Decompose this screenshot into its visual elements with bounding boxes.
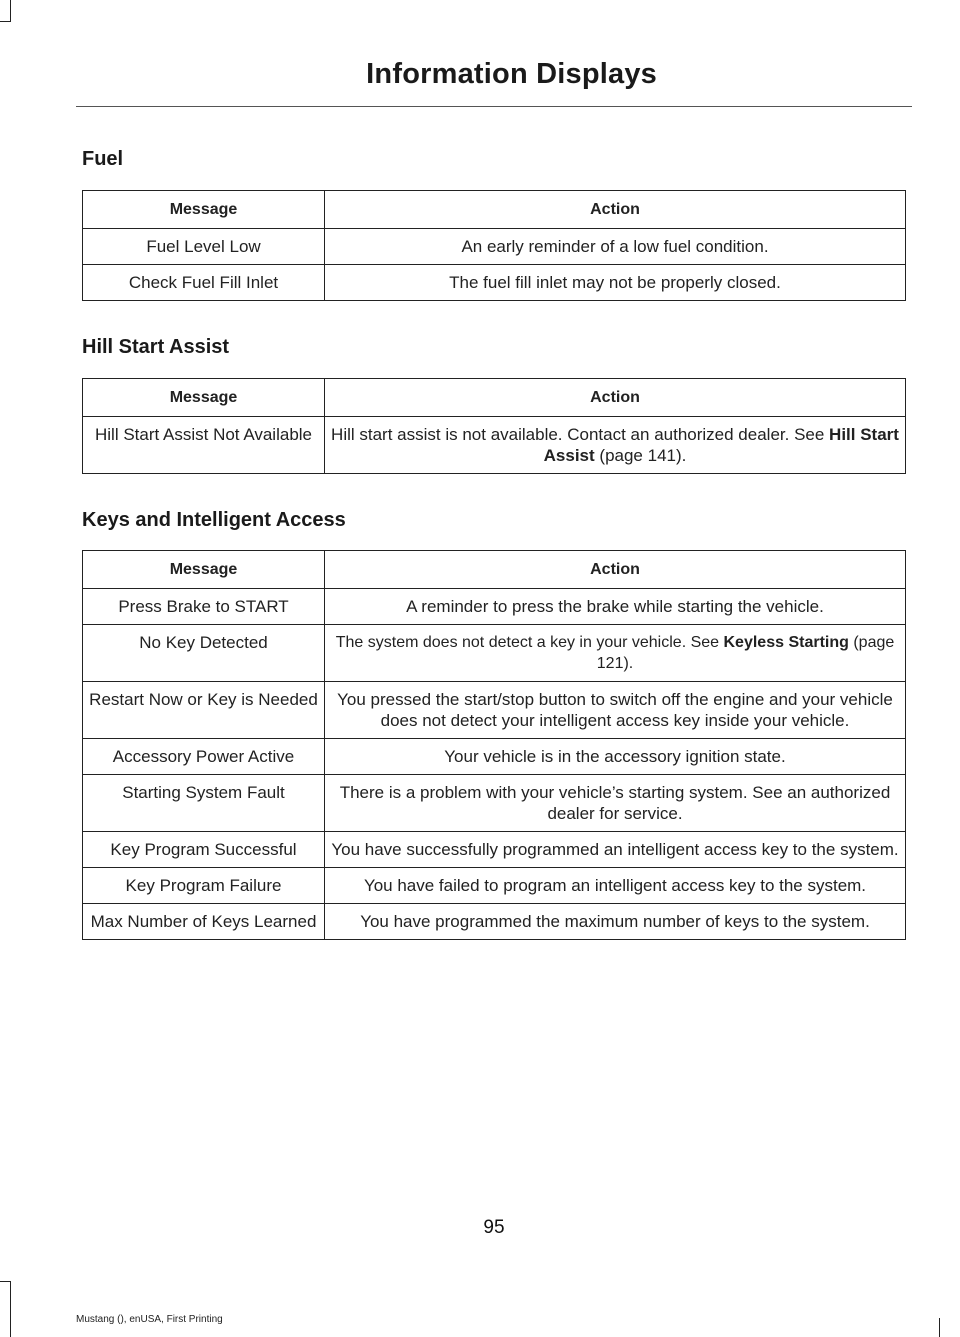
crop-mark [10,1281,11,1337]
message-cell: Restart Now or Key is Needed [83,682,325,739]
action-cell: You have programmed the maximum number of keys to the system. [325,904,906,940]
table-row [83,265,906,301]
message-cell: Starting System Fault [83,775,325,832]
section-title-hill-start-assist: Hill Start Assist [82,336,230,358]
table-row [83,775,906,832]
crop-mark [939,1318,940,1337]
table-row [83,625,906,682]
header-divider [76,106,912,107]
page-reference-link[interactable]: Hill Start Assist [543,425,899,465]
message-cell: Max Number of Keys Learned [83,904,325,940]
message-cell: Accessory Power Active [83,739,325,775]
fuel-table [82,190,906,301]
page-reference-number: (page 141). [599,446,687,465]
action-cell: A reminder to press the brake while starting the vehicle. [325,589,906,625]
section-title-keys-intelligent-access: Keys and Intelligent Access [82,509,346,531]
action-text: The system does not detect a key in your vehicle. See [335,634,720,651]
keys-table [82,550,906,940]
action-cell [325,625,906,682]
table-row [83,229,906,265]
action-cell: Your vehicle is in the accessory ignition state. [325,739,906,775]
column-header-message: Message [83,551,325,589]
hill-start-assist-table [82,378,906,474]
message-cell: Check Fuel Fill Inlet [83,265,325,301]
message-cell: Key Program Failure [83,868,325,904]
table-header-row [83,379,906,417]
table-row [83,832,906,868]
message-cell: No Key Detected [83,625,325,682]
action-cell: An early reminder of a low fuel condition. [325,229,906,265]
column-header-message: Message [83,379,325,417]
page-reference-link[interactable]: Keyless Starting [723,634,849,651]
action-cell: You have failed to program an intelligent access key to the system. [325,868,906,904]
message-cell: Fuel Level Low [83,229,325,265]
page-reference-number: (page 121). [596,634,895,672]
table-row [83,739,906,775]
action-cell [325,417,906,474]
column-header-action: Action [325,191,906,229]
crop-mark [10,0,11,22]
table-row [83,589,906,625]
table-row [83,417,906,474]
action-cell: There is a problem with your vehicle’s starting system. See an authorized dealer for service. [325,775,906,832]
table-row [83,682,906,739]
action-cell: The fuel fill inlet may not be properly closed. [325,265,906,301]
footer-text: Mustang (), enUSA, First Printing [76,1314,223,1325]
action-cell: You have successfully programmed an intelligent access key to the system. [325,832,906,868]
action-text: Hill start assist is not available. Contact an authorized dealer. See [331,425,825,444]
section-title-fuel: Fuel [82,148,124,170]
message-cell: Key Program Successful [83,832,325,868]
crop-mark [0,1281,11,1282]
column-header-action: Action [325,379,906,417]
crop-mark [0,21,11,22]
table-row [83,904,906,940]
page-number: 95 [483,1217,505,1238]
page-title: Information Displays [366,58,657,90]
table-header-row [83,191,906,229]
table-row [83,868,906,904]
column-header-message: Message [83,191,325,229]
message-cell: Hill Start Assist Not Available [83,417,325,474]
action-cell: You pressed the start/stop button to switch off the engine and your vehicle does not detect your intelligent access key inside your vehicle. [325,682,906,739]
message-cell: Press Brake to START [83,589,325,625]
table-header-row [83,551,906,589]
column-header-action: Action [325,551,906,589]
